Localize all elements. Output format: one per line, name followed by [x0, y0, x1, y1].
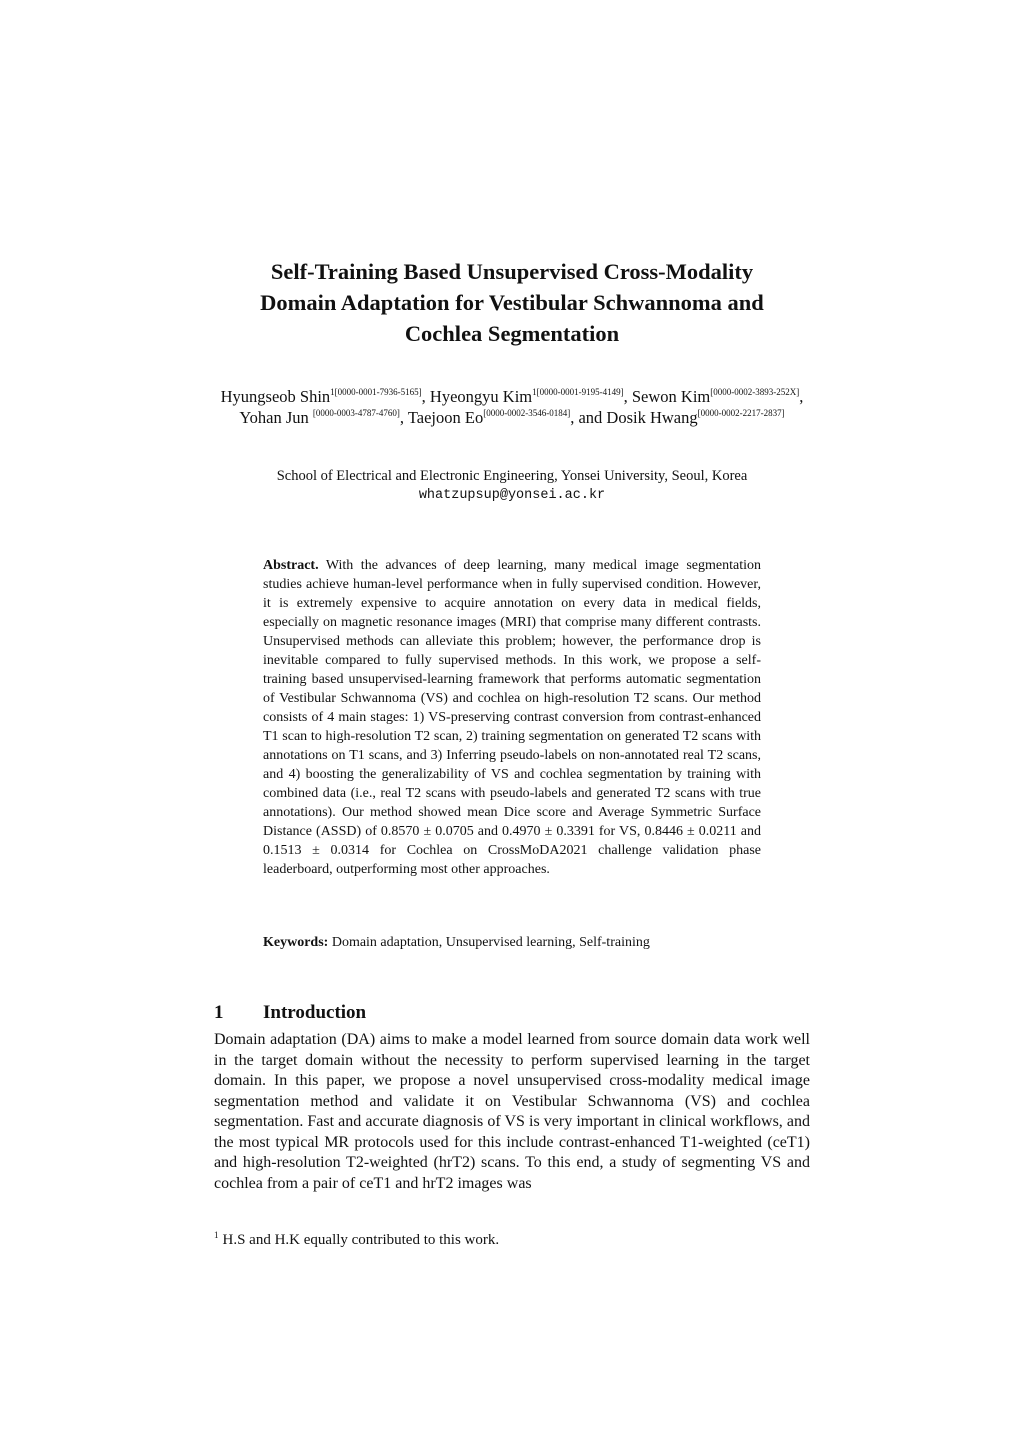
author-name: Hyeongyu Kim [429, 387, 533, 406]
affiliation-block [212, 466, 812, 506]
author-orcid: [0000-0003-4787-4760] [312, 408, 400, 418]
author-name: Yohan Jun [239, 408, 313, 427]
abstract-text: With the advances of deep learning, many medical image segmentation studies achieve human-level performance when in fully supervised condition. However, it is extremely expensive to acquire annotation on every data in medical fields, especially on magnetic resonance images (MRI) that comprise many different contrasts. Unsupervised methods can alleviate this problem; however, the performance drop is inevitable compared to fully supervised methods. In this work, we propose a self-training based unsupervised-learning framework that performs automatic segmentation of Vestibular Schwannoma (VS) and cochlea on high-resolution T2 scans. Our method consists of 4 main stages: 1) VS-preserving contrast conversion from contrast-enhanced T1 scan to high-resolution T2 scan, 2) training segmentation on generated T2 scans with annotations on T1 scans, and 3) Inferring pseudo-labels on non-annotated real T2 scans, and 4) boosting the generalizability of VS and cochlea segmentation by training with combined data (i.e., real T2 scans with pseudo-labels and generated T2 scans with true annotations). Our method showed mean Dice score and Average Symmetric Surface Distance (ASSD) of 0.8570 ± 0.0705 and 0.4970 ± 0.3391 for VS, 0.8446 ± 0.0211 and 0.1513 ± 0.0314 for Cochlea on CrossMoDA2021 challenge validation phase leaderboard, outperforming most other approaches. [263, 558, 761, 877]
author-separator: , [799, 387, 804, 406]
section-heading [214, 1000, 814, 1026]
keywords-text: Domain adaptation, Unsupervised learning, Self-training [328, 935, 650, 950]
intro-paragraph: Domain adaptation (DA) aims to make a model learned from source domain data work well in the target domain without the necessity to perform supervised learning in the target domain. In this paper, we propose a novel unsupervised cross-modality medical image segmentation method and validate it on Vestibular Schwannoma (VS) and cochlea segmentation. Fast and accurate diagnosis of VS is very important in clinical workflows, and the most typical MR protocols used for this include contrast-enhanced T1-weighted (ceT1) and high-resolution T2-weighted (hrT2) scans. To this end, a study of segmenting VS and cochlea from a pair of ceT1 and hrT2 images was [214, 1031, 810, 1192]
keywords [263, 933, 761, 952]
author-name: Taejoon Eo [407, 408, 484, 427]
footnote [214, 1230, 810, 1250]
author-orcid: [0000-0002-3546-0184] [483, 408, 571, 418]
affiliation: School of Electrical and Electronic Engineering, Yonsei University, Seoul, Korea [276, 468, 748, 484]
section-number: 1 [214, 1001, 224, 1023]
author-orcid: 1[0000-0001-7936-5165] [330, 387, 422, 397]
section-title: Introduction [263, 1001, 367, 1023]
author-list [212, 386, 812, 428]
abstract-label: Abstract. [263, 558, 319, 573]
author-orcid: [0000-0002-3893-252X] [710, 387, 800, 397]
title-line: Domain Adaptation for Vestibular Schwannoma and [260, 290, 764, 315]
abstract [263, 556, 761, 879]
author-name: Dosik Hwang [606, 408, 698, 427]
title-line: Self-Training Based Unsupervised Cross-Modality [270, 259, 754, 284]
author-orcid: 1[0000-0001-9195-4149] [532, 387, 624, 397]
footnote-text: H.S and H.K equally contributed to this work. [222, 1232, 500, 1248]
author-separator: , and [570, 408, 607, 427]
paper-title [212, 256, 812, 349]
author-separator: , [399, 408, 408, 427]
title-line: Cochlea Segmentation [404, 321, 620, 346]
keywords-label: Keywords: [263, 935, 329, 950]
author-name: Sewon Kim [631, 387, 711, 406]
author-orcid: [0000-0002-2217-2837] [697, 408, 785, 418]
author-separator: , [623, 387, 632, 406]
author-separator: , [421, 387, 430, 406]
author-name: Hyungseob Shin [220, 387, 331, 406]
author-email: whatzupsup@yonsei.ac.kr [418, 488, 606, 503]
footnote-mark: 1 [214, 1230, 219, 1240]
